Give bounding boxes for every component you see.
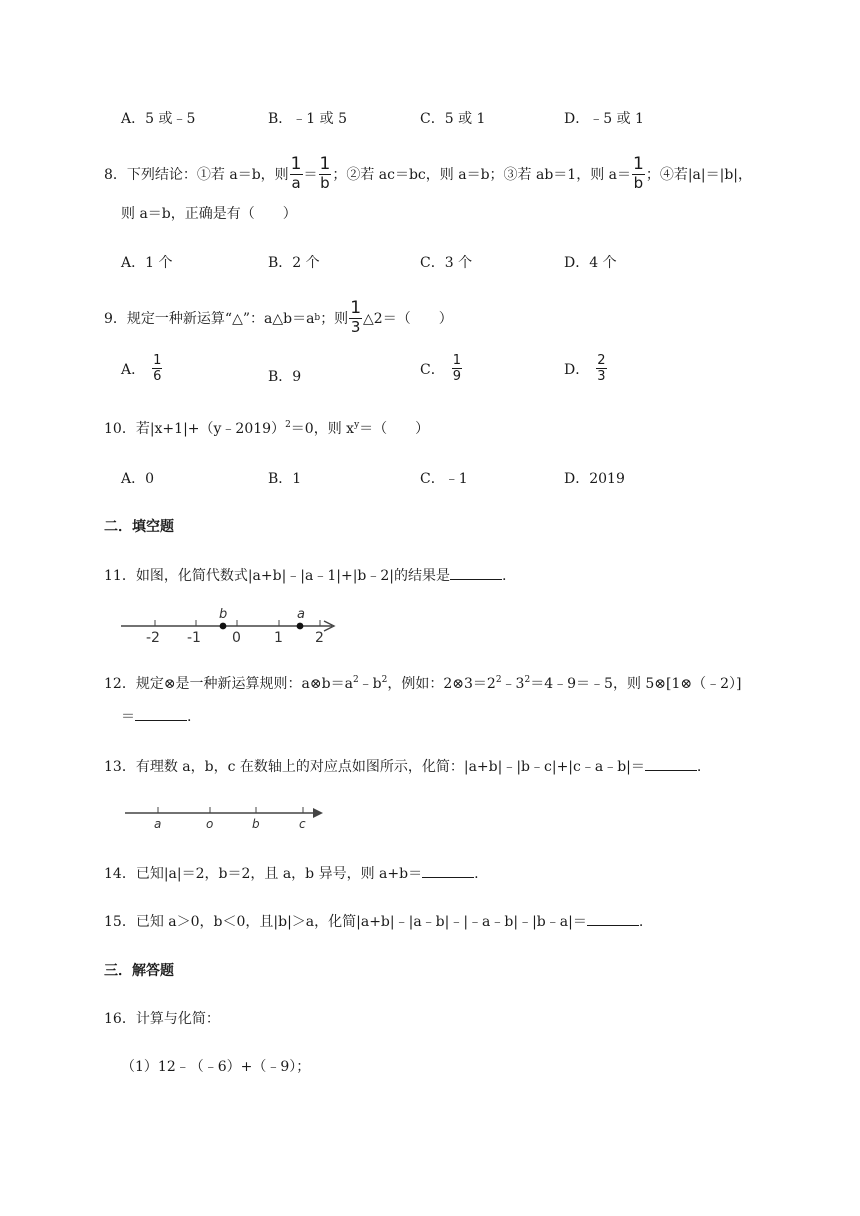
q8-fraction-2: [319, 156, 332, 191]
q10-text-2: ＝0，则 x: [290, 421, 355, 437]
question-8-line1: [104, 156, 752, 191]
q12-text-1: 12．规定⊗是一种新运算规则：a⊗b＝a: [104, 676, 353, 692]
q12-text-3: ，例如：2⊗3＝2: [387, 676, 496, 692]
q9-option-d-num: 2: [597, 353, 606, 368]
answer-blank: [645, 758, 697, 771]
question-11: [104, 565, 506, 585]
q8-fraction-1: [290, 156, 303, 191]
q12-text-5: ＝4﹣9＝﹣5，则 5⊗[1⊗（﹣2）]: [530, 676, 742, 692]
q12-text-2: ﹣b: [358, 676, 382, 692]
q10-superscript-2: y: [354, 420, 360, 430]
q9-option-d-den: 3: [597, 369, 606, 384]
q12-sup-2: 2: [381, 675, 388, 685]
question-15: [104, 911, 643, 931]
section-heading-solve: 三．解答题: [104, 963, 174, 979]
q10-option-c: C．﹣1: [420, 471, 468, 487]
q9-option-a: [121, 354, 163, 383]
answer-blank: [587, 913, 639, 926]
q9-text-2: ；则: [320, 310, 349, 327]
q11-period: .: [502, 568, 507, 584]
q7-option-d: D．﹣5 或 1: [564, 111, 644, 127]
q8-frac3-den: b: [633, 174, 644, 192]
point-b-label: b: [252, 817, 260, 831]
q8-text-1: 8．下列结论：①若 a＝b，则: [104, 166, 289, 183]
origin-label: o: [206, 817, 214, 831]
question-13: [104, 756, 701, 776]
q9-option-c-fraction: [452, 354, 462, 383]
answer-blank: [135, 708, 187, 721]
q12-sup-3: 2: [495, 675, 502, 685]
point-a-label: a: [297, 607, 305, 622]
point-a: [297, 623, 304, 630]
tick-label: 0: [232, 630, 241, 646]
answer-blank: [450, 567, 502, 580]
q12-text-4: ﹣3: [501, 676, 525, 692]
q9-frac-num: 1: [350, 298, 362, 318]
q8-frac2-den: b: [320, 174, 330, 192]
question-9: [104, 300, 453, 335]
q8-frac2-num: 1: [319, 154, 331, 174]
q15-period: .: [638, 914, 644, 930]
q9-option-a-label: A．: [121, 361, 146, 378]
q10-option-b: B．1: [268, 471, 302, 487]
q9-option-d: [564, 354, 608, 383]
q8-option-c: C．3 个: [420, 255, 473, 271]
q9-frac-den: 3: [350, 318, 361, 336]
q9-superscript: b: [314, 312, 321, 323]
q9-option-c-label: C．: [420, 361, 445, 378]
q13-period: .: [696, 759, 702, 775]
q8-frac3-num: 1: [633, 154, 644, 174]
question-12-line1: [104, 673, 742, 693]
question-16-title: 16．计算与化简：: [104, 1011, 220, 1027]
q8-text-2: ；②若 ac＝bc，则 a＝b；③若 ab＝1，则 a＝: [332, 166, 631, 183]
q8-equals: ＝: [303, 166, 318, 183]
point-b-label: b: [219, 607, 228, 622]
q7-option-c: C．5 或 1: [420, 111, 486, 127]
q9-option-b: B．9: [268, 369, 302, 385]
q9-text-1: 9．规定一种新运算“△”：a△b＝a: [104, 310, 315, 327]
q9-options: [121, 354, 741, 394]
section-heading-fill-in: 二．填空题: [104, 519, 174, 535]
question-14: [104, 863, 479, 883]
point-b: [220, 623, 227, 630]
q9-option-d-fraction: [596, 354, 606, 383]
q9-option-a-num: 1: [153, 353, 162, 368]
q12-sup-1: 2: [352, 675, 359, 685]
q9-text-3: △2＝（ ）: [363, 310, 453, 327]
q9-fraction: [349, 300, 362, 335]
q8-fraction-3: [632, 156, 645, 191]
q13-text: 13．有理数 a，b，c 在数轴上的对应点如图所示，化简：|a+b|﹣|b﹣c|+|c﹣a﹣b|＝: [104, 759, 645, 775]
tick-label: -2: [146, 630, 160, 646]
question-10: [104, 418, 429, 438]
q8-options: [121, 252, 741, 276]
q7-options: [121, 108, 741, 132]
question-12-line2: [121, 706, 191, 726]
q11-number-line: [118, 605, 348, 647]
q11-text: 11．如图，化简代数式|a+b|﹣|a﹣1|+|b﹣2|的结果是: [104, 568, 451, 584]
q9-option-a-fraction: [152, 354, 162, 383]
q14-text: 14．已知|a|＝2，b＝2，且 a，b 异号，则 a+b＝: [104, 866, 423, 882]
q15-text: 15．已知 a＞0，b＜0，且|b|＞a，化简|a+b|﹣|a﹣b|﹣|﹣a﹣b|﹣|b﹣a|＝: [104, 914, 587, 930]
q12-sup-4: 2: [524, 675, 531, 685]
q9-option-a-den: 6: [153, 369, 162, 384]
point-a-label: a: [154, 817, 162, 831]
point-c-label: c: [299, 817, 306, 831]
q9-option-c: [420, 354, 463, 383]
q10-options: [121, 468, 741, 492]
q10-text-3: ＝（ ）: [359, 421, 430, 437]
q8-option-a: A．1 个: [121, 255, 173, 271]
q8-frac1-num: 1: [290, 154, 302, 174]
q10-option-a: A．0: [121, 471, 155, 487]
tick-label: 2: [315, 630, 324, 646]
arrow-icon: [313, 808, 323, 818]
answer-blank: [422, 865, 474, 878]
q9-option-c-num: 1: [452, 353, 461, 368]
tick-label: 1: [274, 630, 283, 646]
q8-frac1-den: a: [291, 174, 301, 192]
q12-period: .: [187, 709, 192, 725]
q14-period: .: [474, 866, 479, 882]
q10-text-1: 10．若|x+1|+（y﹣2019）: [104, 421, 286, 437]
q12-equals: ＝: [121, 709, 135, 725]
q9-option-d-label: D．: [564, 361, 590, 378]
q7-option-a: A．5 或﹣5: [121, 111, 196, 127]
q10-option-d: D．2019: [564, 471, 625, 487]
q9-option-c-den: 9: [452, 369, 461, 384]
question-8-line2: 则 a＝b，正确是有（ ）: [121, 206, 297, 222]
q8-text-3: ；④若|a|＝|b|，: [645, 166, 753, 183]
tick-label: -1: [187, 630, 201, 646]
q13-number-line: [123, 800, 329, 832]
q8-option-d: D．4 个: [564, 255, 617, 271]
question-16-part-1: （1）12﹣（﹣6）+（﹣9）；: [121, 1059, 311, 1075]
q10-superscript-1: 2: [285, 420, 291, 430]
q7-option-b: B．﹣1 或 5: [268, 111, 348, 127]
q8-option-b: B．2 个: [268, 255, 320, 271]
